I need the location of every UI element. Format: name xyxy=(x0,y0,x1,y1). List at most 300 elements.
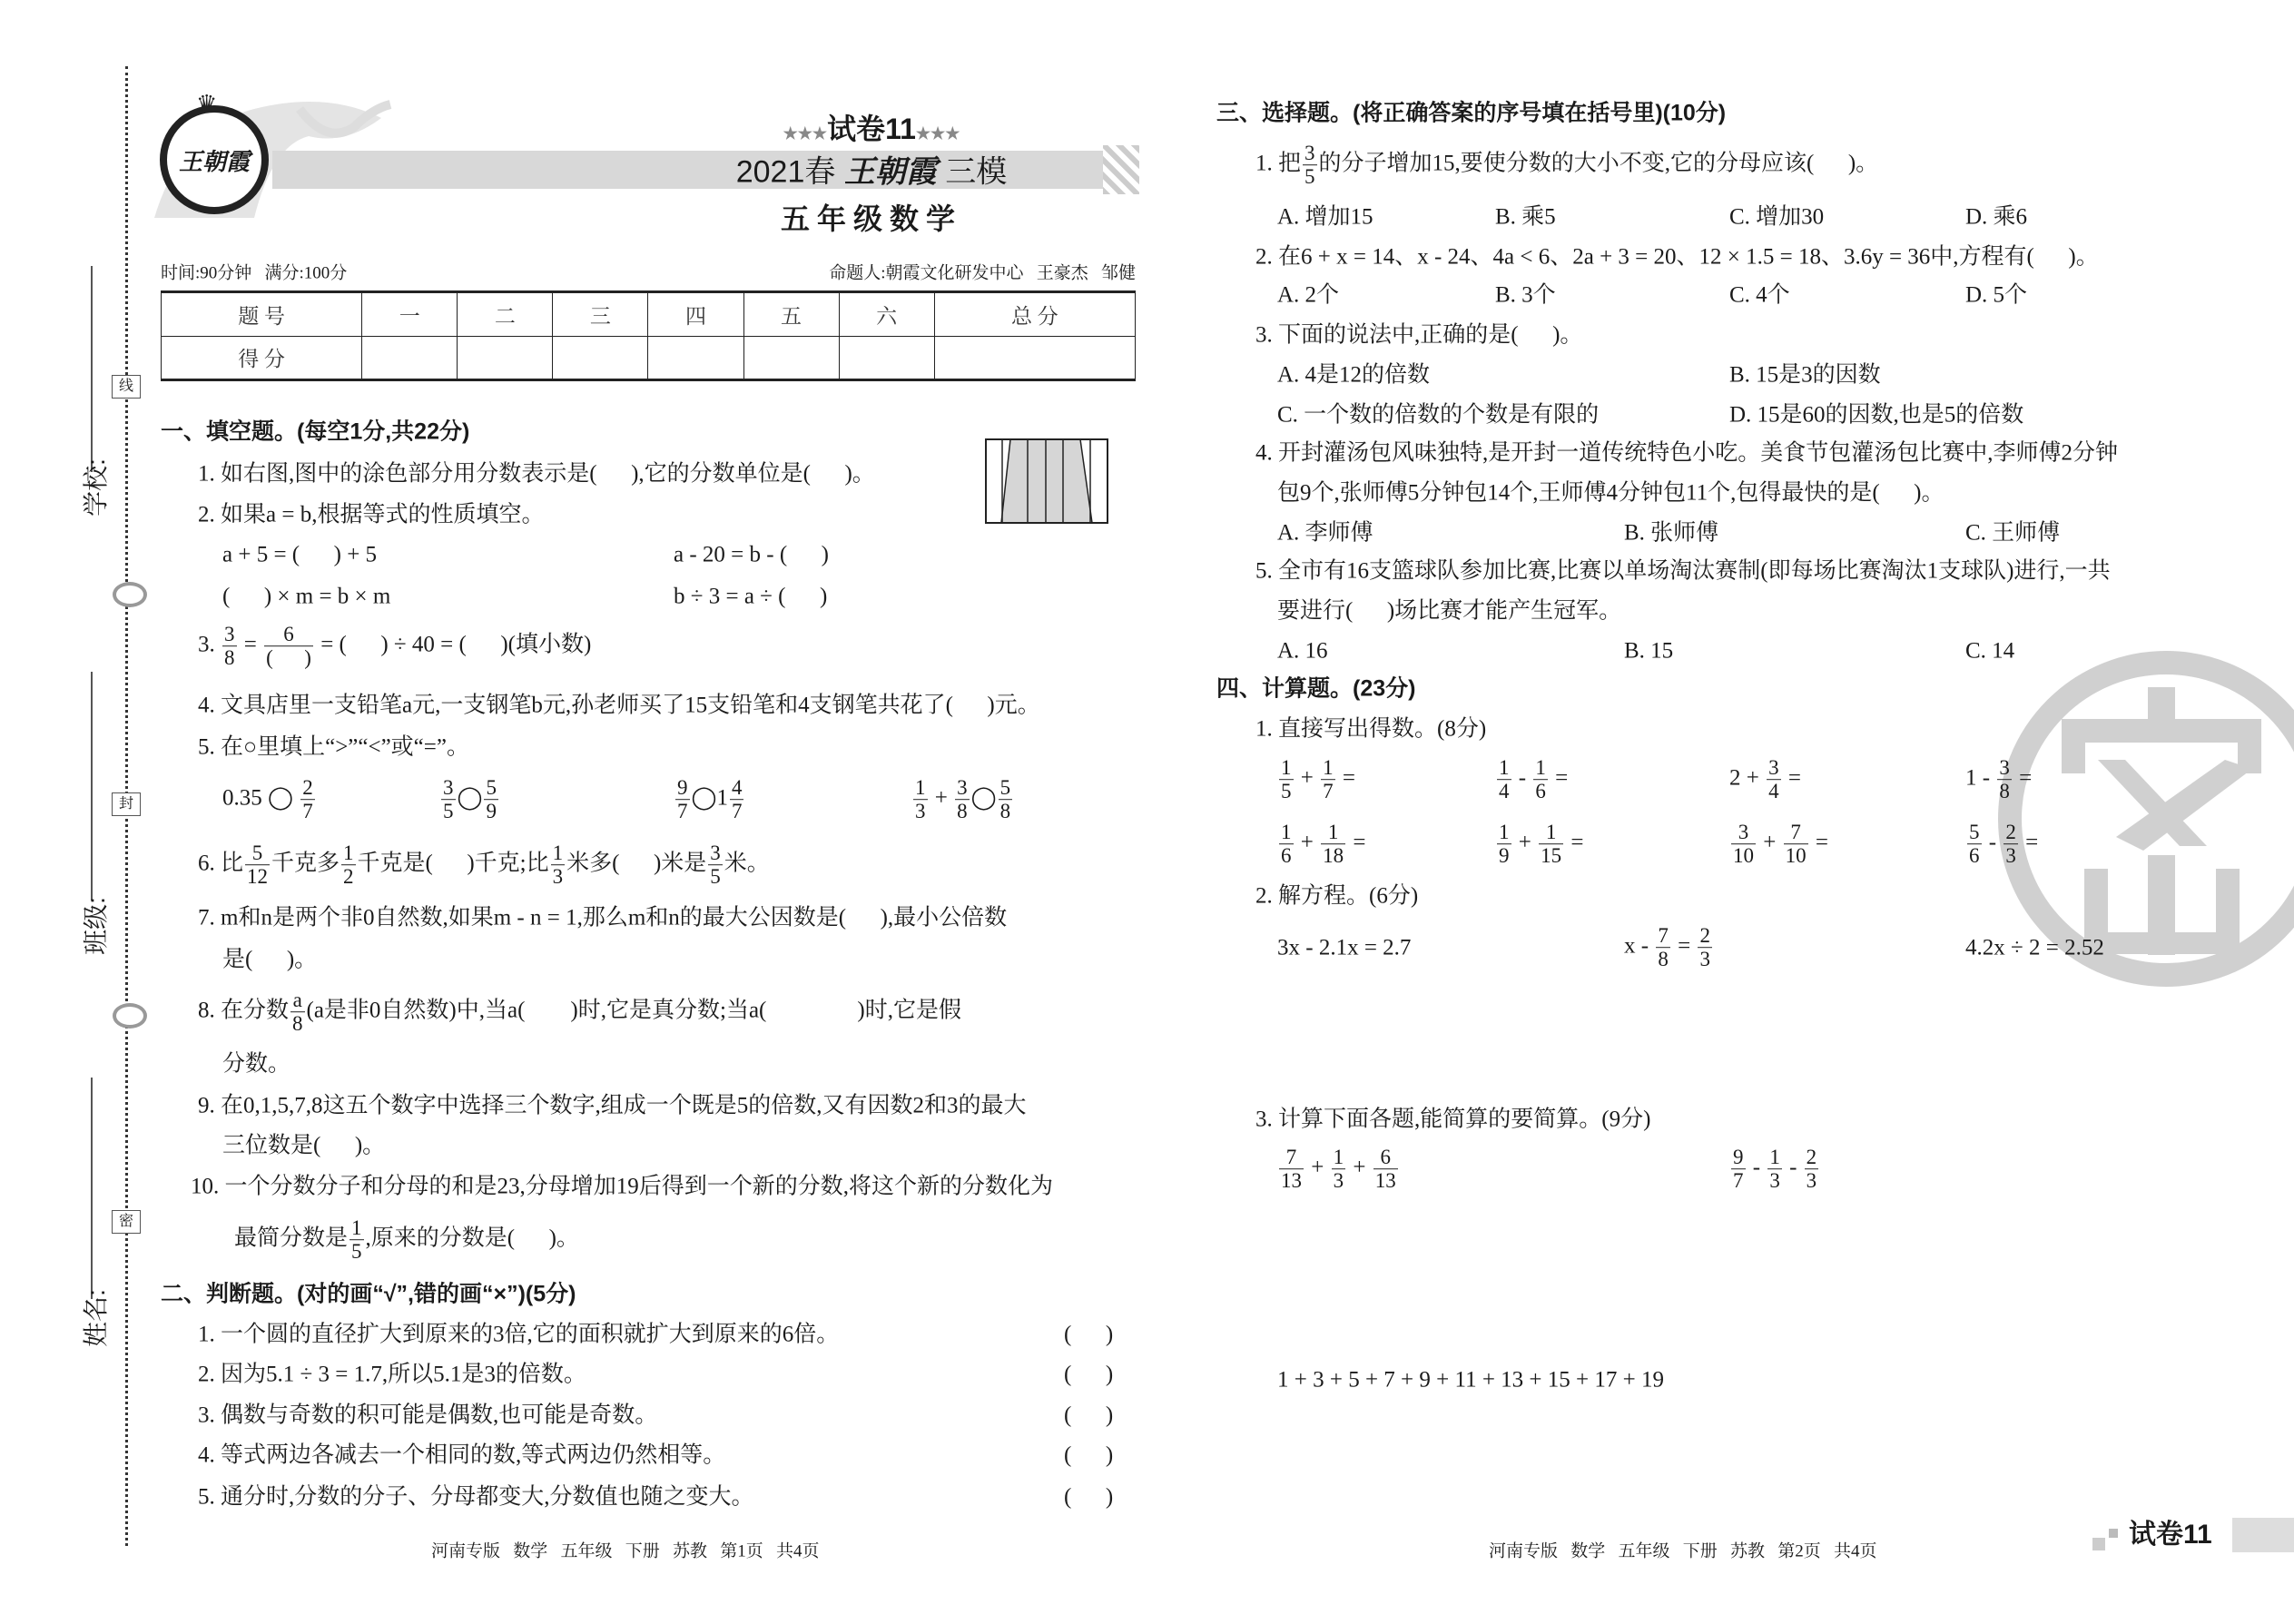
text-segment: 最简分数是 xyxy=(234,1225,349,1251)
fraction xyxy=(675,776,690,823)
fraction-denominator: 5 xyxy=(443,800,454,823)
fraction xyxy=(1279,1146,1304,1193)
fraction xyxy=(1656,924,1670,971)
text-segment: b ÷ 3 = a ÷ ( ) xyxy=(674,584,828,609)
fraction-numerator: 2 xyxy=(1699,924,1710,948)
calc-item xyxy=(1965,756,2032,803)
fraction-numerator: 3 xyxy=(1305,142,1315,165)
choice-5-opt-b: B. 15 xyxy=(1624,638,1674,664)
question-1-6 xyxy=(198,842,770,889)
fraction-numerator: 2 xyxy=(2005,821,2016,844)
text-segment: = xyxy=(238,632,263,657)
fraction-numerator: 2 xyxy=(1806,1146,1817,1169)
fraction-denominator: 10 xyxy=(1785,844,1807,868)
school-line xyxy=(91,266,93,472)
text-segment: - xyxy=(1783,1155,1803,1180)
choice-3-opt-a: A. 4是12的倍数 xyxy=(1277,362,1431,388)
score-cell[interactable] xyxy=(743,336,839,380)
text-segment: 包9个,张师傅5分钟包14个,王师傅4分钟包11个,包得最快的是( )。 xyxy=(1277,480,1944,506)
fraction-numerator: 3 xyxy=(710,842,721,865)
score-cell[interactable] xyxy=(934,336,1135,380)
text-segment: = xyxy=(1782,765,1801,791)
question-1-10 xyxy=(191,1176,1053,1198)
fraction-denominator: 5 xyxy=(1281,780,1292,803)
fraction-numerator: 1 xyxy=(1281,821,1292,844)
fraction xyxy=(1533,756,1548,803)
fraction-denominator: 5 xyxy=(710,865,721,889)
text-segment: 的分子增加15,要使分数的大小不变,它的分母应该( )。 xyxy=(1318,151,1879,176)
calc-part-2 xyxy=(1255,885,1418,908)
question-1-7 xyxy=(198,907,1007,930)
fraction-numerator: 1 xyxy=(915,776,926,800)
stars-left: ★★★ xyxy=(783,124,828,143)
choice-4-opt-a: A. 李师傅 xyxy=(1277,520,1373,546)
text-segment: 1. 把 xyxy=(1255,151,1302,176)
fraction xyxy=(708,842,723,889)
text-segment: - xyxy=(1512,765,1532,791)
text-segment: 3x - 2.1x = 2.7 xyxy=(1277,935,1412,960)
fraction-numerator: 2 xyxy=(302,776,313,800)
seal-xian: 线 xyxy=(112,375,141,399)
question-1-2a xyxy=(222,544,377,566)
text-segment: + xyxy=(1295,830,1320,855)
fraction-numerator: 7 xyxy=(1658,924,1669,948)
fraction xyxy=(300,776,315,823)
text-segment: 2 + xyxy=(1729,765,1766,791)
fraction-numerator: 1 xyxy=(1327,821,1339,844)
calc-item xyxy=(1495,821,1583,868)
text-segment: ,原来的分数是( )。 xyxy=(365,1225,579,1251)
fraction xyxy=(264,623,313,670)
band-suffix: 三模 xyxy=(945,154,1008,190)
paper-badge xyxy=(2092,1518,2294,1552)
text-segment: + xyxy=(1347,1155,1372,1180)
text-segment: 1 - xyxy=(1965,765,1996,791)
fraction xyxy=(1332,1146,1346,1193)
fraction-denominator: 3 xyxy=(2005,844,2016,868)
score-cell[interactable] xyxy=(648,336,743,380)
text-segment: - xyxy=(1983,830,2003,855)
choice-3-opt-b: B. 15是3的因数 xyxy=(1729,362,1881,388)
fraction-denominator: 6 xyxy=(1535,780,1546,803)
text-segment: 2. 如果a = b,根据等式的性质填空。 xyxy=(198,502,545,527)
fraction xyxy=(1731,1146,1746,1193)
text-segment: 千克是( )千克;比 xyxy=(357,851,549,876)
text-segment: = xyxy=(2019,830,2039,855)
text-segment: (a是非0自然数)中,当a( )时,它是真分数;当a( )时,它是假 xyxy=(306,998,961,1023)
fraction xyxy=(1767,756,1781,803)
text-segment: 8. 在分数 xyxy=(198,998,290,1023)
question-1-1 xyxy=(198,463,875,486)
fraction xyxy=(245,842,270,889)
choice-5 xyxy=(1255,560,2111,583)
text-segment: 要进行( )场比赛才能产生冠军。 xyxy=(1277,598,1622,624)
fraction-denominator: 8 xyxy=(999,800,1011,823)
seal-mi: 密 xyxy=(112,1210,141,1234)
text-segment: 分数。 xyxy=(222,1051,291,1077)
section-3-title: 三、选择题。(将正确答案的序号填在括号里)(10分) xyxy=(1216,100,1727,126)
fraction-denominator: 4 xyxy=(1499,780,1510,803)
fraction-numerator: 9 xyxy=(1733,1146,1744,1169)
text-segment: + xyxy=(1757,830,1782,855)
fraction-numerator: 5 xyxy=(1969,821,1980,844)
compare-b xyxy=(439,776,500,823)
choice-3 xyxy=(1255,324,1582,347)
question-1-10-cont xyxy=(234,1216,579,1264)
class-line xyxy=(91,672,93,901)
choice-2 xyxy=(1255,246,2099,269)
judge-item: 1. 一个圆的直径扩大到原来的3倍,它的面积就扩大到原来的6倍。 xyxy=(198,1322,840,1347)
question-1-8-cont xyxy=(222,1053,290,1076)
fraction-denominator: 5 xyxy=(1305,165,1315,189)
judge-answer-blank[interactable]: ( ) xyxy=(1064,1362,1114,1387)
compare-a xyxy=(222,776,317,823)
text-segment: ◯ xyxy=(457,785,483,811)
fraction-denominator: 9 xyxy=(1499,844,1510,868)
fraction xyxy=(730,776,744,823)
question-1-9 xyxy=(198,1095,1027,1117)
text-segment: 4. 开封灌汤包风味独特,是开封一道传统特色小吃。美食节包灌汤包比赛中,李师傅2分钟 xyxy=(1255,440,2119,466)
fraction xyxy=(1497,756,1511,803)
table-header-cell: 三 xyxy=(553,292,648,337)
subject-title: 五年级数学 xyxy=(780,202,962,235)
text-segment: = xyxy=(1549,765,1569,791)
choice-4-opt-c: C. 王师傅 xyxy=(1965,520,2061,546)
fraction-denominator: 8 xyxy=(224,646,235,670)
score-table-header xyxy=(162,292,1136,337)
equation-item xyxy=(1277,937,1411,960)
fraction-denominator: 10 xyxy=(1733,844,1754,868)
text-segment: 3. xyxy=(198,632,221,657)
judge-answer-blank[interactable]: ( ) xyxy=(1064,1322,1114,1347)
text-segment: = ( ) ÷ 40 = ( )(填小数) xyxy=(314,632,592,657)
text-segment: = xyxy=(1809,830,1828,855)
fraction-denominator: 6 xyxy=(1969,844,1980,868)
fraction-numerator: 1 xyxy=(343,842,354,865)
fraction xyxy=(1767,1146,1782,1193)
table-header-cell: 六 xyxy=(839,292,934,337)
fraction xyxy=(913,776,928,823)
section-4-title: 四、计算题。(23分) xyxy=(1216,675,1416,702)
judge-item: 2. 因为5.1 ÷ 3 = 1.7,所以5.1是3的倍数。 xyxy=(198,1362,586,1387)
fraction-denominator: 8 xyxy=(292,1012,303,1036)
text-segment: = xyxy=(1347,830,1366,855)
text-segment: + xyxy=(929,785,954,811)
page-footer-right: 河南专版 数学 五年级 下册 苏教 第2页 共4页 xyxy=(1489,1541,1877,1561)
fraction-numerator: 6 xyxy=(283,623,294,646)
fraction-denominator: 3 xyxy=(1699,948,1710,971)
judge-answer-blank[interactable]: ( ) xyxy=(1064,1484,1114,1510)
choice-1-opt-c: C. 增加30 xyxy=(1729,204,1825,230)
text-segment: x - xyxy=(1624,933,1655,959)
score-table-row xyxy=(162,336,1136,380)
text-segment: + xyxy=(1512,830,1538,855)
name-line xyxy=(91,1078,93,1299)
choice-2-opt-b: B. 3个 xyxy=(1495,282,1556,308)
fraction-numerator: 1 xyxy=(1769,1146,1780,1169)
fraction xyxy=(1784,821,1808,868)
shaded-figure xyxy=(985,438,1108,524)
fraction-denominator: 7 xyxy=(731,800,743,823)
fraction xyxy=(1805,1146,1819,1193)
fraction-numerator: 3 xyxy=(1999,756,2010,780)
text-segment: 10. 一个分数分子和分母的和是23,分母增加19后得到一个新的分数,将这个新的分数化为 xyxy=(191,1174,1054,1199)
fraction xyxy=(1997,756,2012,803)
calc-item xyxy=(1277,756,1355,803)
fraction-denominator: 3 xyxy=(1333,1169,1344,1193)
calc-part-1 xyxy=(1255,718,1486,741)
score-cell[interactable] xyxy=(553,336,648,380)
choice-2-opt-d: D. 5个 xyxy=(1965,282,2028,308)
compare-c xyxy=(674,776,745,823)
fraction xyxy=(1373,1146,1398,1193)
judge-item: 3. 偶数与奇数的积可能是偶数,也可能是奇数。 xyxy=(198,1403,658,1428)
calc-item xyxy=(1277,821,1365,868)
fraction-numerator: 1 xyxy=(1323,756,1334,780)
choice-4-opt-b: B. 张师傅 xyxy=(1624,520,1719,546)
fraction-numerator: 1 xyxy=(1499,756,1510,780)
swirl-icon xyxy=(113,1003,147,1029)
stars-right: ★★★ xyxy=(915,124,960,143)
text-segment: = xyxy=(1671,933,1697,959)
fraction-denominator: 12 xyxy=(247,865,269,889)
name-label: 姓名: xyxy=(81,1289,110,1347)
fraction-denominator: 15 xyxy=(1541,844,1562,868)
fraction-denominator: 6 xyxy=(1281,844,1292,868)
page-footer-left: 河南专版 数学 五年级 下册 苏教 第1页 共4页 xyxy=(431,1541,820,1561)
calc-part-3 xyxy=(1255,1108,1650,1131)
simplify-item xyxy=(1277,1146,1400,1193)
score-cell[interactable] xyxy=(839,336,934,380)
fraction-denominator: 8 xyxy=(957,800,968,823)
section-1-title: 一、填空题。(每空1分,共22分) xyxy=(161,418,470,445)
table-header-cell: 五 xyxy=(743,292,839,337)
fraction-denominator: 13 xyxy=(1281,1169,1302,1193)
choice-2-opt-c: C. 4个 xyxy=(1729,282,1790,308)
band-year: 2021春 xyxy=(735,154,836,190)
fraction-denominator: 18 xyxy=(1323,844,1344,868)
fraction-denominator: 13 xyxy=(1374,1169,1396,1193)
text-segment: 1. 如右图,图中的涂色部分用分数表示是( ),它的分数单位是( )。 xyxy=(198,461,875,487)
fraction xyxy=(1698,924,1712,971)
fraction-denominator: 7 xyxy=(1323,780,1334,803)
calc-item xyxy=(1965,821,2038,868)
text-segment: 是( )。 xyxy=(222,947,318,972)
fraction-numerator: 9 xyxy=(677,776,688,800)
text-segment: 3. 下面的说法中,正确的是( )。 xyxy=(1255,322,1583,348)
seal-feng: 封 xyxy=(112,792,141,816)
logo-text: 王朝霞 xyxy=(178,148,250,176)
score-cell[interactable] xyxy=(362,336,458,380)
fraction xyxy=(341,842,356,889)
text-segment: + xyxy=(1305,1155,1330,1180)
fraction xyxy=(1321,821,1345,868)
text-segment: 9. 在0,1,5,7,8这五个数字中选择三个数字,组成一个既是5的倍数,又有因数2和3的最大 xyxy=(198,1093,1027,1118)
choice-1-opt-d: D. 乘6 xyxy=(1965,204,2028,230)
choice-5-opt-a: A. 16 xyxy=(1277,638,1328,664)
fraction-denominator: 8 xyxy=(1999,780,2010,803)
fraction-denominator: 5 xyxy=(351,1240,362,1264)
question-1-9-cont xyxy=(222,1135,385,1157)
fraction-denominator: 3 xyxy=(915,800,926,823)
text-segment: 米多( )米是 xyxy=(566,851,707,876)
exam-meta: 时间:90分钟 满分:100分 xyxy=(161,263,348,283)
fraction-denominator: 7 xyxy=(1733,1169,1744,1193)
fraction-numerator: 5 xyxy=(251,842,263,865)
text-segment: a + 5 = ( ) + 5 xyxy=(222,542,378,567)
fraction-numerator: 3 xyxy=(224,623,235,646)
calc-item xyxy=(1495,756,1568,803)
judge-answer-blank[interactable]: ( ) xyxy=(1064,1442,1114,1468)
fraction-numerator: 1 xyxy=(1333,1146,1344,1169)
fraction xyxy=(441,776,456,823)
watermark-glyph xyxy=(2062,687,2261,955)
section-2-title: 二、判断题。(对的画“√”,错的画“×”)(5分) xyxy=(161,1281,576,1307)
choice-5-opt-c: C. 14 xyxy=(1965,638,2015,664)
text-segment: 3. 计算下面各题,能简算的要简算。(9分) xyxy=(1255,1107,1651,1132)
fraction-numerator: 1 xyxy=(552,842,564,865)
fraction-denominator: 8 xyxy=(1658,948,1669,971)
fraction-numerator: 1 xyxy=(1281,756,1292,780)
fraction xyxy=(551,842,566,889)
text-segment: = xyxy=(1565,830,1584,855)
fraction-numerator: 3 xyxy=(1738,821,1749,844)
calc-item xyxy=(1729,756,1801,803)
text-segment: ◯1 xyxy=(691,785,728,811)
fraction-numerator: 7 xyxy=(1285,1146,1297,1169)
fraction-numerator: 7 xyxy=(1790,821,1801,844)
fraction-denominator: 7 xyxy=(677,800,688,823)
text-segment: 5. 在○里填上“>”“<”或“=”。 xyxy=(198,734,469,760)
equation-item xyxy=(1965,937,2104,960)
question-1-8 xyxy=(198,989,961,1036)
compare-d xyxy=(911,776,1014,823)
score-table xyxy=(161,290,1136,381)
fraction-denominator: 7 xyxy=(302,800,313,823)
table-header-cell: 四 xyxy=(648,292,743,337)
choice-3-opt-d: D. 15是60的因数,也是5的倍数 xyxy=(1729,402,2024,428)
text-segment: 2. 解方程。(6分) xyxy=(1255,883,1419,909)
text-segment: 5. 全市有16支篮球队参加比赛,比赛以单场淘汰赛制(即每场比赛淘汰1支球队)进行,一共 xyxy=(1255,558,2111,584)
fraction xyxy=(1497,821,1511,868)
text-segment: - xyxy=(1747,1155,1767,1180)
fraction-denominator: 3 xyxy=(552,865,564,889)
question-1-7-cont xyxy=(222,949,317,971)
school-label: 学校: xyxy=(81,458,110,517)
fraction xyxy=(1731,821,1756,868)
fraction xyxy=(1321,756,1335,803)
choice-3-opt-c: C. 一个数的倍数的个数是有限的 xyxy=(1277,402,1600,428)
judge-item: 4. 等式两边各减去一个相同的数,等式两边仍然相等。 xyxy=(198,1442,726,1468)
fraction-denominator: 2 xyxy=(343,865,354,889)
fraction-numerator: 3 xyxy=(443,776,454,800)
table-header-cell: 一 xyxy=(362,292,458,337)
simplify-item xyxy=(1729,1146,1820,1193)
text-segment: ( ) × m = b × m xyxy=(222,584,391,609)
choice-4-cont xyxy=(1277,482,1944,505)
fraction-numerator: 5 xyxy=(486,776,497,800)
fraction-numerator: 6 xyxy=(1380,1146,1391,1169)
choice-4 xyxy=(1255,442,2118,465)
fraction xyxy=(955,776,970,823)
fraction-denominator: ( ) xyxy=(266,646,311,670)
text-segment: 0.35 ◯ xyxy=(222,785,300,811)
fraction xyxy=(999,776,1013,823)
question-1-2b xyxy=(674,544,829,566)
question-1-4 xyxy=(198,694,1040,717)
choice-5-cont xyxy=(1277,600,1621,623)
choice-1-opt-b: B. 乘5 xyxy=(1495,204,1556,230)
question-1-5 xyxy=(198,736,469,759)
text-segment: 千克多 xyxy=(271,851,340,876)
band-brand: 王朝霞 xyxy=(843,153,937,191)
fraction-denominator: 9 xyxy=(486,800,497,823)
series-label: 试卷11 xyxy=(827,113,916,145)
fraction-numerator: 1 xyxy=(351,1216,362,1240)
text-segment: 1 + 3 + 5 + 7 + 9 + 11 + 13 + 15 + 17 + 19 xyxy=(1277,1367,1664,1393)
fraction xyxy=(484,776,498,823)
judge-item: 5. 通分时,分数的分子、分母都变大,分数值也随之变大。 xyxy=(198,1484,754,1510)
fraction xyxy=(1303,142,1317,189)
text-segment: + xyxy=(1295,765,1320,791)
text-segment: ◯ xyxy=(970,785,997,811)
class-label: 班级: xyxy=(81,897,110,955)
text-segment: 1. 直接写出得数。(8分) xyxy=(1255,716,1487,742)
fraction-denominator: 3 xyxy=(1769,1169,1780,1193)
text-segment: = xyxy=(2013,765,2033,791)
fraction xyxy=(1539,821,1563,868)
text-segment: 米。 xyxy=(724,851,770,876)
fraction-numerator: 5 xyxy=(999,776,1011,800)
question-1-3 xyxy=(198,623,591,670)
choice-2-opt-a: A. 2个 xyxy=(1277,282,1340,308)
text-segment: = xyxy=(1336,765,1355,791)
fraction-numerator: 3 xyxy=(1768,756,1779,780)
swirl-icon xyxy=(113,582,147,607)
fraction xyxy=(1279,756,1294,803)
equation-item xyxy=(1624,924,1714,971)
fraction-denominator: 3 xyxy=(1806,1169,1817,1193)
fraction-numerator: 3 xyxy=(957,776,968,800)
text-segment: 4.2x ÷ 2 = 2.52 xyxy=(1965,935,2104,960)
fraction xyxy=(350,1216,364,1264)
fraction xyxy=(2004,821,2018,868)
text-segment: 2. 在6 + x = 14、x - 24、4a < 6、2a + 3 = 20、12 × 1.5 = 18、3.6y = 36中,方程有( )。 xyxy=(1255,244,2099,270)
fraction-numerator: 4 xyxy=(731,776,743,800)
judge-answer-blank[interactable]: ( ) xyxy=(1064,1403,1114,1428)
paper-badge-label: 试卷11 xyxy=(2129,1520,2212,1550)
choice-1 xyxy=(1255,142,1878,189)
score-cell[interactable] xyxy=(458,336,553,380)
text-segment: a - 20 = b - ( ) xyxy=(674,542,829,567)
table-header-cell: 二 xyxy=(458,292,553,337)
logo-crown-icon: ♛ xyxy=(196,91,218,117)
fraction-numerator: 1 xyxy=(1535,756,1546,780)
text-segment: 4. 文具店里一支铅笔a元,一支钢笔b元,孙老师买了15支铅笔和4支钢笔共花了( )元。 xyxy=(198,693,1040,718)
fraction-numerator: 1 xyxy=(1545,821,1557,844)
fraction xyxy=(222,623,237,670)
fraction xyxy=(1967,821,1982,868)
row-label: 得 分 xyxy=(162,336,362,380)
text-segment: 6. 比 xyxy=(198,851,244,876)
text-segment: 三位数是( )。 xyxy=(222,1133,386,1158)
question-1-2c xyxy=(222,586,390,608)
fraction-numerator: 1 xyxy=(1499,821,1510,844)
fraction-denominator: 4 xyxy=(1768,780,1779,803)
simplify-item xyxy=(1277,1369,1664,1392)
exam-authors: 命题人:朝霞文化研发中心 王豪杰 邹健 xyxy=(829,263,1136,283)
table-header-cell: 题 号 xyxy=(162,292,362,337)
